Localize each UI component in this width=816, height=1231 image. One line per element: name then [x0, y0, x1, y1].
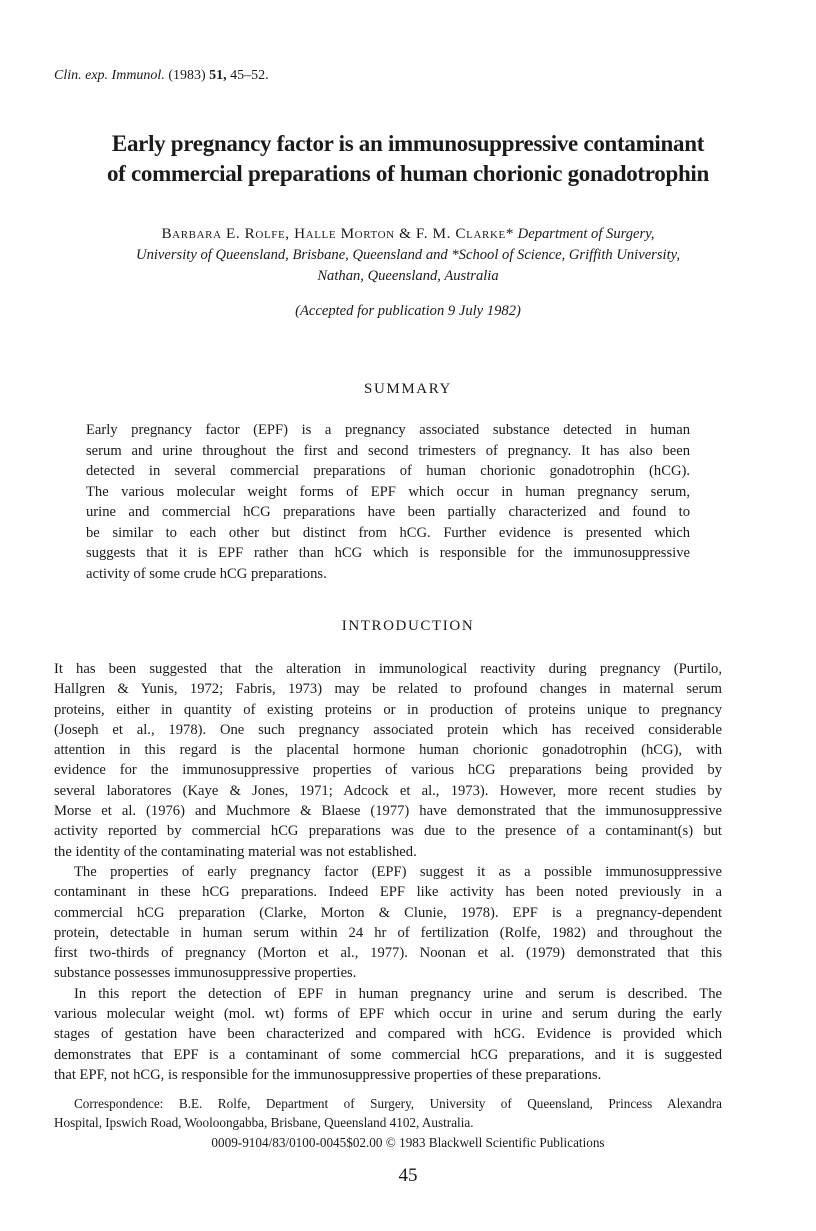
- intro-p2-line: protein, detectable in human serum within 24 hr of fertilization (Rolfe, 1982) and throughout the: [54, 924, 722, 941]
- affiliation-line-2: University of Queensland, Brisbane, Queensland and *School of Science, Griffith University,: [136, 247, 680, 263]
- intro-p3-line: demonstrates that EPF is a contaminant of some commercial hCG preparations, and it is suggested: [54, 1046, 722, 1063]
- summary-line: Early pregnancy factor (EPF) is a pregnancy associated substance detected in human: [86, 422, 690, 438]
- issn-copyright: 0009-9104/83/0100-0045$02.00 © 1983 Blackwell Scientific Publications: [211, 1135, 605, 1150]
- intro-p3-line: In this report the detection of EPF in human pregnancy urine and serum is described. The: [74, 985, 722, 1002]
- journal-name: Clin. exp. Immunol.: [54, 68, 165, 83]
- summary-line: urine and commercial hCG preparations have been partially characterized and found to: [86, 504, 690, 520]
- journal-pages: 45–52.: [230, 68, 269, 83]
- intro-p3-line: that EPF, not hCG, is responsible for the immunosuppressive properties of these preparations.: [54, 1066, 602, 1083]
- intro-p1-line: attention in this regard is the placental hormone human chorionic gonadotrophin (hCG), with: [54, 742, 722, 759]
- summary-line: detected in several commercial preparations of human chorionic gonadotrophin (hCG).: [86, 463, 690, 479]
- intro-p1-line: Morse et al. (1976) and Muchmore & Blaese (1977) have demonstrated that the immunosuppressive: [54, 803, 722, 820]
- intro-p3-line: various molecular weight (mol. wt) forms of EPF which occur in urine and serum during the early: [54, 1006, 722, 1023]
- intro-p2-line: first two-thirds of pregnancy (Morton et al., 1977). Noonan et al. (1979) demonstrated that this: [54, 945, 722, 962]
- summary-heading: SUMMARY: [364, 381, 452, 397]
- footnote-line-1: Correspondence: B.E. Rolfe, Department of Surgery, University of Queensland, Princess Alexandra: [74, 1096, 722, 1111]
- intro-p1-line: It has been suggested that the alteration in immunological reactivity during pregnancy (Purtilo,: [54, 661, 722, 677]
- summary-line: serum and urine throughout the first and second trimesters of pregnancy. It has also been: [86, 442, 690, 459]
- article-title: [40, 129, 776, 189]
- intro-p1-line: activity reported by commercial hCG preparations was due to the presence of a contaminant(s) but: [54, 823, 722, 840]
- summary-line: The various molecular weight forms of EPF which occur in human pregnancy serum,: [86, 483, 690, 500]
- intro-p1-line: evidence for the immunosuppressive properties of various hCG preparations being provided by: [54, 762, 722, 779]
- journal-volume: 51,: [209, 68, 227, 83]
- intro-p2-line: The properties of early pregnancy factor (EPF) suggest it as a possible immunosuppressive: [74, 863, 722, 880]
- intro-p2-line: commercial hCG preparation (Clarke, Morton & Clunie, 1978). EPF is a pregnancy-dependent: [54, 904, 722, 921]
- summary-line: activity of some crude hCG preparations.: [86, 565, 327, 582]
- summary-line: suggests that it is EPF rather than hCG which is responsible for the immunosuppressive: [86, 545, 690, 561]
- intro-p2-line: contaminant in these hCG preparations. Indeed EPF like activity has been noted previously in a: [54, 884, 722, 901]
- intro-p1-line: (Joseph et al., 1978). One such pregnancy associated protein which has received considerable: [54, 721, 722, 738]
- journal-year: (1983): [168, 68, 206, 83]
- footnote-line-2: Hospital, Ipswich Road, Wooloongabba, Brisbane, Queensland 4102, Australia.: [54, 1115, 474, 1130]
- title-line-2: of commercial preparations of human chorionic gonadotrophin: [106, 161, 710, 186]
- intro-p1-line: proteins, either in quantity of existing proteins or in production of proteins unique to pregnancy: [54, 701, 722, 718]
- intro-p1-line: the identity of the contaminating material was not established.: [54, 843, 417, 860]
- title-line-1: Early pregnancy factor is an immunosuppressive contaminant: [111, 131, 705, 156]
- intro-p1-line: several laboratores (Kaye & Jones, 1971; Adcock et al., 1973). However, more recent studies by: [54, 782, 722, 799]
- author-block: [40, 223, 776, 287]
- affiliation-dept: Department of Surgery,: [517, 226, 655, 242]
- intro-p2-line: substance possesses immunosuppressive properties.: [54, 965, 357, 982]
- correspondence-footnote: [54, 1094, 722, 1132]
- intro-p1-line: Hallgren & Yunis, 1972; Fabris, 1973) may be related to profound changes in maternal serum: [54, 681, 722, 698]
- journal-citation: [54, 68, 269, 84]
- introduction-heading: INTRODUCTION: [341, 618, 475, 634]
- affiliation-line-3: Nathan, Queensland, Australia: [317, 268, 499, 284]
- summary-text: [86, 420, 690, 584]
- summary-line: be similar to each other but distinct from hCG. Further evidence is presented which: [86, 524, 690, 541]
- accepted-date: (Accepted for publication 9 July 1982): [295, 303, 521, 319]
- introduction-text: [54, 659, 722, 1085]
- intro-p3-line: stages of gestation have been characterized and compared with hCG. Evidence is provided which: [54, 1026, 722, 1043]
- page-number: 45: [398, 1165, 418, 1186]
- author-names: Barbara E. Rolfe, Halle Morton & F. M. Clarke*: [161, 225, 515, 242]
